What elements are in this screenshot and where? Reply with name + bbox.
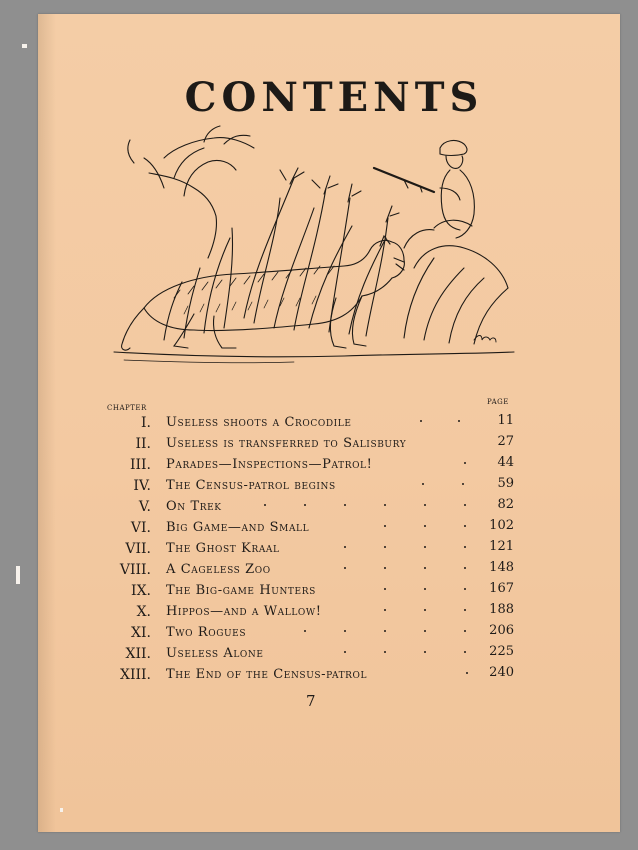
chapter-numeral: XI.: [131, 625, 151, 641]
chapter-numeral: XIII.: [119, 667, 151, 683]
chapter-numeral: VI.: [130, 520, 151, 536]
chapter-title: The End of the Census-patrol: [166, 667, 368, 682]
leader-dot: [424, 588, 426, 590]
chapter-title: The Ghost Kraal: [166, 541, 280, 556]
page-folio-number: 7: [306, 692, 316, 710]
leader-dot: [464, 462, 466, 464]
chapter-page-number: 102: [489, 518, 514, 533]
leader-dot: [420, 420, 422, 422]
toc-entry: [0, 520, 638, 542]
leader-dot: [344, 546, 346, 548]
chapter-title: Useless Alone: [166, 646, 264, 661]
chapter-numeral: V.: [138, 499, 151, 515]
toc-entry: [0, 541, 638, 563]
leader-dot: [458, 420, 460, 422]
leader-dot: [424, 504, 426, 506]
leader-dot: [344, 651, 346, 653]
toc-entry: [0, 415, 638, 437]
leader-dot: [424, 609, 426, 611]
chapter-numeral: II.: [135, 436, 151, 452]
chapter-page-number: 206: [489, 623, 514, 638]
chapter-page-number: 27: [497, 434, 514, 449]
chapter-title: Two Rogues: [166, 625, 247, 640]
chapter-title: Useless is transferred to Salisbury: [166, 436, 407, 451]
leader-dot: [384, 630, 386, 632]
leader-dot: [424, 567, 426, 569]
leader-dot: [464, 504, 466, 506]
leader-dot: [466, 672, 468, 674]
chapter-page-number: 188: [489, 602, 514, 617]
page-title: CONTENTS: [184, 74, 484, 121]
leader-dot: [424, 525, 426, 527]
leader-dot: [424, 630, 426, 632]
chapter-page-number: 167: [489, 581, 514, 596]
toc-entry: [0, 499, 638, 521]
leader-dot: [344, 567, 346, 569]
toc-entry: [0, 478, 638, 500]
chapter-title: The Big-game Hunters: [166, 583, 316, 598]
leader-dot: [344, 504, 346, 506]
chapter-page-number: 121: [489, 539, 514, 554]
toc-entry: [0, 457, 638, 479]
leader-dot: [384, 609, 386, 611]
leader-dot: [464, 609, 466, 611]
leader-dot: [424, 546, 426, 548]
leader-dot: [384, 567, 386, 569]
toc-entry: [0, 625, 638, 647]
leader-dot: [462, 483, 464, 485]
leader-dot: [464, 630, 466, 632]
chapter-numeral: I.: [141, 415, 151, 431]
chapter-page-number: 11: [497, 413, 514, 428]
toc-entry: [0, 646, 638, 668]
leader-dot: [384, 651, 386, 653]
chapter-page-number: 240: [489, 665, 514, 680]
toc-entry: [0, 583, 638, 605]
chapter-title: Hippos—and a Wallow!: [166, 604, 322, 619]
leader-dot: [384, 546, 386, 548]
chapter-page-number: 59: [497, 476, 514, 491]
leader-dot: [422, 483, 424, 485]
chapter-title: On Trek: [166, 499, 222, 514]
chapter-numeral: XII.: [125, 646, 151, 662]
leader-dot: [384, 504, 386, 506]
leader-dot: [464, 588, 466, 590]
toc-entry: [0, 667, 638, 689]
chapter-numeral: IX.: [131, 583, 151, 599]
chapter-page-number: 148: [489, 560, 514, 575]
chapter-numeral: X.: [136, 604, 151, 620]
chapter-title: The Census-patrol begins: [166, 478, 336, 493]
leader-dot: [344, 630, 346, 632]
chapter-numeral: III.: [129, 457, 151, 473]
toc-entry: [0, 604, 638, 626]
leader-dot: [464, 525, 466, 527]
leader-dot: [264, 504, 266, 506]
chapter-page-number: 44: [497, 455, 514, 470]
chapter-page-number: 82: [497, 497, 514, 512]
chapter-numeral: VIII.: [119, 562, 151, 578]
page-column-header: PAGE: [487, 398, 509, 406]
leader-dot: [464, 651, 466, 653]
leader-dot: [384, 525, 386, 527]
chapter-page-number: 225: [489, 644, 514, 659]
chapter-title: Big Game—and Small: [166, 520, 310, 535]
chapter-title: Parades—Inspections—Patrol!: [166, 457, 373, 472]
toc-entry: [0, 562, 638, 584]
leader-dot: [424, 651, 426, 653]
chapter-title: A Cageless Zoo: [166, 562, 271, 577]
leader-dot: [304, 630, 306, 632]
chapter-column-header: CHAPTER: [107, 404, 147, 412]
chapter-numeral: VII.: [125, 541, 151, 557]
leader-dot: [464, 567, 466, 569]
leader-dot: [384, 588, 386, 590]
chapter-numeral: IV.: [133, 478, 151, 494]
chapter-title: Useless shoots a Crocodile: [166, 415, 352, 430]
toc-entry: [0, 436, 638, 458]
leader-dot: [464, 546, 466, 548]
leader-dot: [304, 504, 306, 506]
